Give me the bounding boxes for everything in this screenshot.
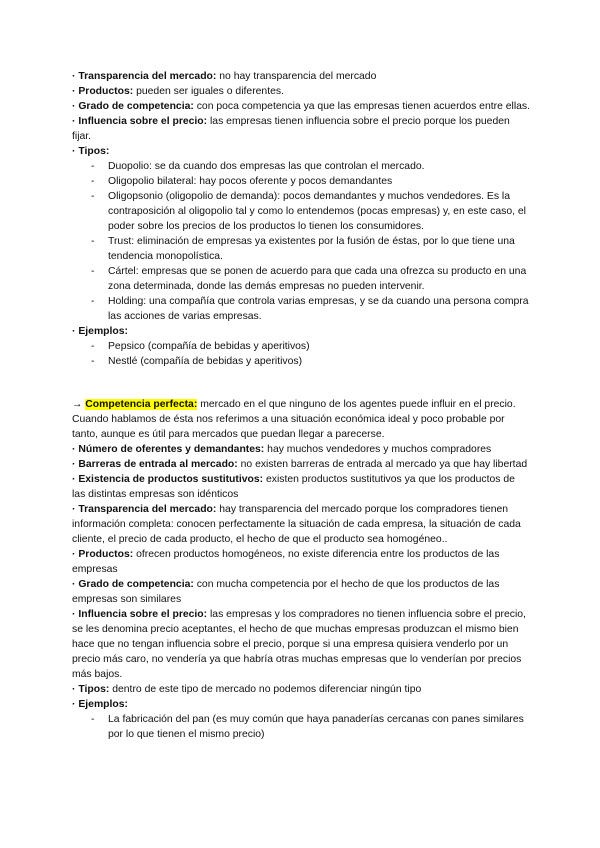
item-label: · Influencia sobre el precio: — [72, 116, 208, 127]
item-text: hay muchos vendedores y muchos compradores — [264, 444, 492, 455]
list-item: - La fabricación del pan (es muy común que haya panaderías cercanas con panes similares por lo que tienen el mismo precio) — [108, 712, 530, 742]
section-title: Competencia perfecta: — [85, 399, 198, 410]
list-item: - Pepsico (compañía de bebidas y aperitivos) — [108, 339, 530, 354]
ejemplos-list — [72, 339, 530, 369]
item-label: · Tipos: — [72, 684, 110, 695]
item-transparencia — [72, 69, 530, 84]
tipos-list — [72, 159, 530, 324]
list-item: - Duopolio: se da cuando dos empresas las que controlan el mercado. — [108, 159, 530, 174]
item-influencia-precio — [72, 607, 530, 682]
section-intro-text: mercado en el que ninguno de los agentes puede influir en el precio. Cuando hablamos de ésta nos referimos a una situación económica ideal y poco probable por tanto, aunque es útil para mercados que puedan llegar a parecerse. — [72, 399, 516, 440]
item-productos — [72, 84, 530, 99]
item-text: con poca competencia ya que las empresas tienen acuerdos entre ellas. — [193, 101, 530, 112]
item-productos-sustitutivos — [72, 472, 530, 502]
item-text: las empresas tienen influencia sobre el precio porque los pueden fijar. — [72, 116, 510, 142]
item-text: dentro de este tipo de mercado no podemos diferenciar ningún tipo — [109, 684, 422, 695]
item-text: no hay transparencia del mercado — [216, 71, 377, 82]
item-label: · Grado de competencia: — [72, 579, 194, 590]
item-text: existen productos sustitutivos ya que los productos de las distintas empresas son idénticos — [72, 474, 515, 500]
item-text: pueden ser iguales o diferentes. — [133, 86, 284, 97]
item-text: hay transparencia del mercado porque los compradores tienen información completa: conocen perfectamente la situación de cada empresa, la situación de cada cliente, el precio de cada producto, el hecho de que el producto sea homogéneo.. — [72, 504, 521, 545]
item-label: · Productos: — [72, 549, 134, 560]
ejemplos-heading — [72, 324, 530, 339]
ejemplos-heading — [72, 697, 530, 712]
item-text: ofrecen productos homogéneos, no existe diferencia entre los productos de las empresas — [72, 549, 500, 575]
item-label: · Transparencia del mercado: — [72, 504, 217, 515]
item-label: · Número de oferentes y demandantes: — [72, 444, 265, 455]
item-label: · Existencia de productos sustitutivos: — [72, 474, 264, 485]
list-item: - Nestlé (compañía de bebidas y aperitivos) — [108, 354, 530, 369]
ejemplos-list — [72, 712, 530, 742]
ejemplos-label: · Ejemplos: — [72, 326, 129, 337]
list-item: - Cártel: empresas que se ponen de acuerdo para que cada una ofrezca su producto en una zona determinada, donde las demás empresas no pueden intervenir. — [108, 264, 530, 294]
item-grado-competencia — [72, 99, 530, 114]
item-text: con mucha competencia por el hecho de que los productos de las empresas son similares — [72, 579, 500, 605]
section-competencia-perfecta — [72, 397, 530, 742]
tipos-label: · Tipos: — [72, 146, 110, 157]
item-barreras-entrada — [72, 457, 530, 472]
list-item: - Holding: una compañía que controla varias empresas, y se da cuando una persona compra las acciones de varias empresas. — [108, 294, 530, 324]
list-item: - Trust: eliminación de empresas ya existentes por la fusión de éstas, por lo que tiene una tendencia monopolística. — [108, 234, 530, 264]
item-label: · Grado de competencia: — [72, 101, 194, 112]
item-label: · Productos: — [72, 86, 134, 97]
arrow-icon: → — [72, 399, 86, 410]
section-oligopolio — [72, 69, 530, 369]
item-label: · Influencia sobre el precio: — [72, 609, 208, 620]
list-item: - Oligopsonio (oligopolio de demanda): pocos demandantes y muchos vendedores. Es la contraposición al oligopolio tal y como lo entendemos (pocas empresas) y, en este caso, el poder sobre los precios de los productos lo tienen los consumidores. — [108, 189, 530, 234]
item-text: no existen barreras de entrada al mercado ya que hay libertad — [237, 459, 528, 470]
item-productos — [72, 547, 530, 577]
list-item: - Oligopolio bilateral: hay pocos oferente y pocos demandantes — [108, 174, 530, 189]
item-influencia-precio — [72, 114, 530, 144]
item-text: las empresas y los compradores no tienen influencia sobre el precio, se les denomina precio aceptantes, el hecho de que muchas empresas produzcan el mismo bien hace que no tengan influencia sobre el precio, porque si una empresa quisiera venderlo por un precio más caro, no vendería ya que habría otras muchas empresas que lo venderían por precios más bajos. — [72, 609, 526, 680]
section-spacer — [72, 369, 530, 397]
item-label: · Transparencia del mercado: — [72, 71, 217, 82]
item-grado-competencia — [72, 577, 530, 607]
tipos-heading — [72, 144, 530, 159]
item-transparencia — [72, 502, 530, 547]
ejemplos-label: · Ejemplos: — [72, 699, 129, 710]
section-intro — [72, 397, 530, 442]
item-numero-oferentes — [72, 442, 530, 457]
item-tipos — [72, 682, 530, 697]
item-label: · Barreras de entrada al mercado: — [72, 459, 238, 470]
